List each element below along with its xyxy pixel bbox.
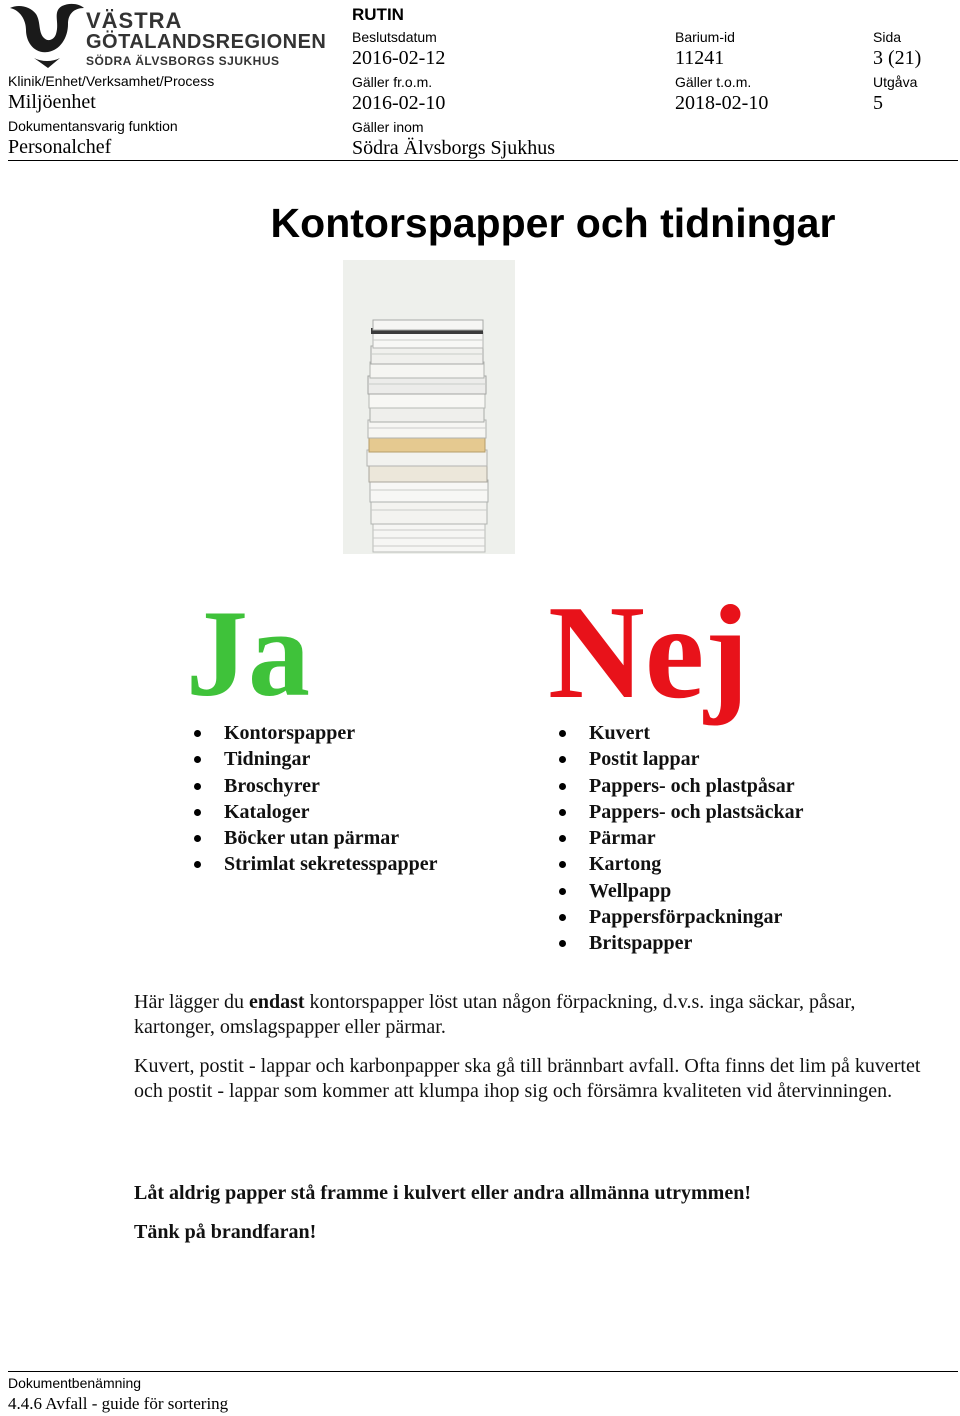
ansvarig-label: Dokumentansvarig funktion [8, 118, 178, 134]
barium-value: 11241 [675, 47, 725, 69]
logo-line2: GÖTALANDSREGIONEN [86, 31, 327, 53]
nej-list-item: Britspapper [589, 930, 803, 956]
sida-label: Sida [873, 29, 902, 45]
instruction-text-start: Här lägger du [134, 991, 249, 1013]
sida-value: 3 (21) [873, 47, 922, 69]
document-type: RUTIN [352, 5, 404, 24]
footer-document-name: 4.4.6 Avfall - guide för sortering [8, 1394, 229, 1413]
ja-list-item: Tidningar [224, 746, 438, 772]
ja-list-item: Kataloger [224, 799, 438, 825]
nej-list-item: Pappers- och plastpåsar [589, 773, 803, 799]
tom-label: Gäller t.o.m. [675, 74, 752, 90]
nej-heading: Nej [548, 578, 749, 726]
inom-value: Södra Älvsborgs Sjukhus [352, 137, 555, 159]
from-label: Gäller fr.o.m. [352, 74, 433, 90]
utgava-label: Utgåva [873, 74, 918, 90]
nej-list-item: Kuvert [589, 720, 803, 746]
beslutsdatum-label: Beslutsdatum [352, 29, 437, 45]
instruction-text-end: kontorspapper löst utan någon förpackning, d.v.s. inga säckar, påsar, kartonger, omslagspapper eller pärmar. [134, 991, 856, 1038]
ja-list-item: Kontorspapper [224, 720, 438, 746]
envelope-paragraph: Kuvert, postit - lappar och karbonpapper ska gå till brännbart avfall. Ofta finns det lim på kuvertet och postit - lappar som kommer att klumpa ihop sig och försämra kvaliteten vid återvinningen. [134, 1055, 921, 1102]
page-title: Kontorspapper och tidningar [270, 200, 836, 246]
paper-stack-image [343, 260, 515, 554]
warning-fire: Tänk på brandfaran! [134, 1221, 317, 1243]
nej-list-item: Pärmar [589, 825, 803, 851]
tom-value: 2018-02-10 [675, 92, 769, 114]
warning-kulvert: Låt aldrig papper stå framme i kulvert eller andra allmänna utrymmen! [134, 1182, 751, 1204]
beslutsdatum-value: 2016-02-12 [352, 47, 446, 69]
nej-list-item: Wellpapp [589, 878, 803, 904]
ja-list-item: Strimlat sekretesspapper [224, 851, 438, 877]
logo-line1: VÄSTRA [86, 8, 183, 33]
ansvarig-value: Personalchef [8, 136, 112, 158]
nej-list-item: Kartong [589, 851, 803, 877]
paper-stack-illustration [367, 320, 488, 552]
region-emblem-icon [8, 2, 86, 68]
logo-line3: SÖDRA ÄLVSBORGS SJUKHUS [86, 54, 280, 68]
nej-list-item: Pappersförpackningar [589, 904, 803, 930]
nej-list [589, 720, 803, 957]
organization-logo [8, 2, 328, 70]
header-divider [8, 160, 958, 161]
nej-list-item: Postit lappar [589, 746, 803, 772]
barium-label: Barium-id [675, 29, 735, 45]
utgava-value: 5 [873, 92, 883, 114]
instruction-emphasis: endast [248, 991, 305, 1013]
inom-label: Gäller inom [352, 119, 424, 135]
ja-heading: Ja [186, 585, 310, 722]
ja-list-item: Böcker utan pärmar [224, 825, 438, 851]
klinik-value: Miljöenhet [8, 91, 96, 113]
ja-list-item: Broschyrer [224, 773, 438, 799]
klinik-label: Klinik/Enhet/Verksamhet/Process [8, 73, 215, 89]
instruction-paragraph [134, 990, 934, 1040]
from-value: 2016-02-10 [352, 92, 446, 114]
footer-label: Dokumentbenämning [8, 1375, 142, 1391]
footer-divider [8, 1371, 958, 1372]
ja-list [224, 720, 438, 878]
nej-list-item: Pappers- och plastsäckar [589, 799, 803, 825]
